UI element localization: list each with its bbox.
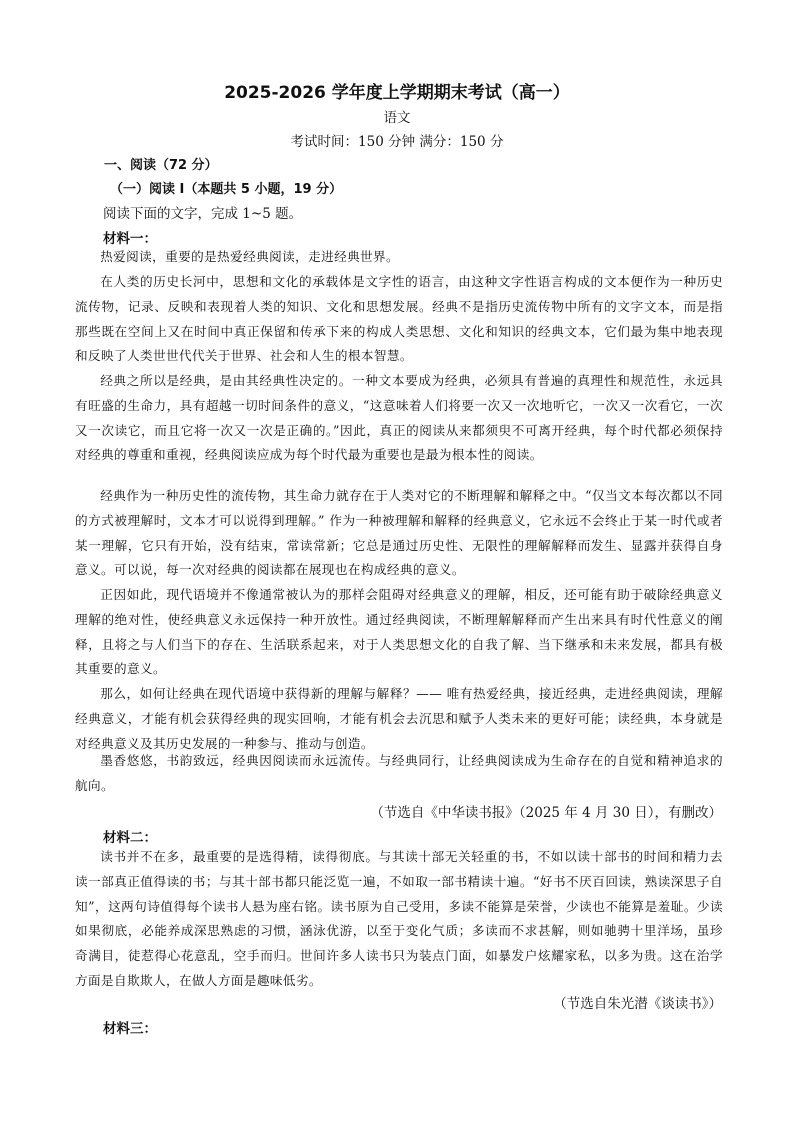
material-1-paragraph: 在人类的历史长河中，思想和文化的承载体是文字性的语言，由这种文字性语言构成的文本便作为一种历史流传物，记录、反映和表现着人类的知识、文化和思想发展。经典不是指历史流传物中所有的文字文本，而是指那些既在空间上又在时间中真正保留和传承下来的构成人类思想、文化和知识的经典文本，它们最为集中地表现和反映了人类世世代代关于世界、社会和人生的根本智慧。: [75, 274, 723, 364]
material-1-paragraph: 经典之所以是经典，是由其经典性决定的。一种文本要成为经典，必须具有普遍的真理性和规范性，永远具有旺盛的生命力，具有超越一切时间条件的意义，“这意味着人们将要一次又一次地听它，一次又一次看它，一次又一次读它，而且它将一次又一次是正确的。”因此，真正的阅读从来都须臾不可离开经典，每个时代都必须保持对经典的尊重和重视，经典阅读应成为每个时代最为重要也是最为根本性的阅读。: [75, 373, 723, 463]
exam-subject: 语文: [383, 110, 411, 126]
material-1-paragraph: 那么，如何让经典在现代语境中获得新的理解与解释？—— 唯有热爱经典，接近经典，走进经典阅读，理解经典意义，才能有机会获得经典的现实回响，才能有机会去沉思和赋予人类未来的更好可能；读经典，本身就是对经典意义及其历史发展的一种参与、推动与创造。: [75, 686, 723, 751]
material-1-label: 材料一：: [103, 231, 157, 247]
exam-info: 考试时间：150 分钟 满分：150 分: [290, 134, 504, 150]
material-2-source: （节选自朱光潜《谈读书》）: [553, 996, 722, 1012]
material-2-paragraph: 读书并不在多，最重要的是选得精，读得彻底。与其读十部无关轻重的书，不如以读十部书的时间和精力去读一部真正值得读的书；与其十部书都只能泛览一遍，不如取一部书精读十遍。“好书不厌百回读，熟读深思子自知”，这两句诗值得每个读书人悬为座右铭。读书原为自己受用，多读不能算是荣誉，少读也不能算是羞耻。少读如果彻底，必能养成深思熟虑的习惯，涵泳优游，以至于变化气质；多读而不求甚解，则如驰骋十里洋场，虽珍奇满目，徒惹得心花意乱，空手而归。世间许多人读书只为装点门面，如暴发户炫耀家私，以多为贵。这在治学方面是自欺欺人，在做人方面是趣味低劣。: [75, 849, 723, 988]
section-heading: 一、阅读（72 分）: [104, 158, 218, 173]
subsection-heading: （一）阅读 I（本题共 5 小题，19 分）: [110, 182, 343, 197]
material-3-label: 材料三：: [103, 1021, 157, 1037]
reading-instruction: 阅读下面的文字，完成 1~5 题。: [103, 206, 303, 222]
material-2-label: 材料二：: [103, 830, 157, 846]
material-1-paragraph: 热爱阅读，重要的是热爱经典阅读，走进经典世界。: [100, 249, 400, 264]
material-1-paragraph: 墨香悠悠，书韵致远，经典因阅读而永远流传。与经典同行，让经典阅读成为生命存在的自觉和精神追求的航向。: [75, 753, 723, 793]
material-1-paragraph: 正因如此，现代语境并不像通常被认为的那样会阻碍对经典意义的理解，相反，还可能有助于破除经典意义理解的绝对性，使经典意义永远保持一种开放性。通过经典阅读，不断理解解释而产生出来具有时代性意义的阐释，且将之与人们当下的存在、生活联系起来，对于人类思想文化的自我了解、当下继承和未来发展，都具有极其重要的意义。: [75, 587, 723, 677]
exam-title: 2025-2026 学年度上学期期末考试（高一）: [224, 83, 570, 103]
material-1-source: （节选自《中华读书报》（2025 年 4 月 30 日），有删改）: [370, 805, 722, 821]
material-1-paragraph: 经典作为一种历史性的流传物，其生命力就存在于人类对它的不断理解和解释之中。“仅当文本每次都以不同的方式被理解时，文本才可以说得到理解。” 作为一种被理解和解释的经典意义，它永远不会终止于某一时代或者某一理解，它只有开始，没有结束，常读常新；它总是通过历史性、无限性的理解解释而发生、显露并获得自身意义。可以说，每一次对经典的阅读都在展现也在构成经典的意义。: [75, 488, 723, 578]
